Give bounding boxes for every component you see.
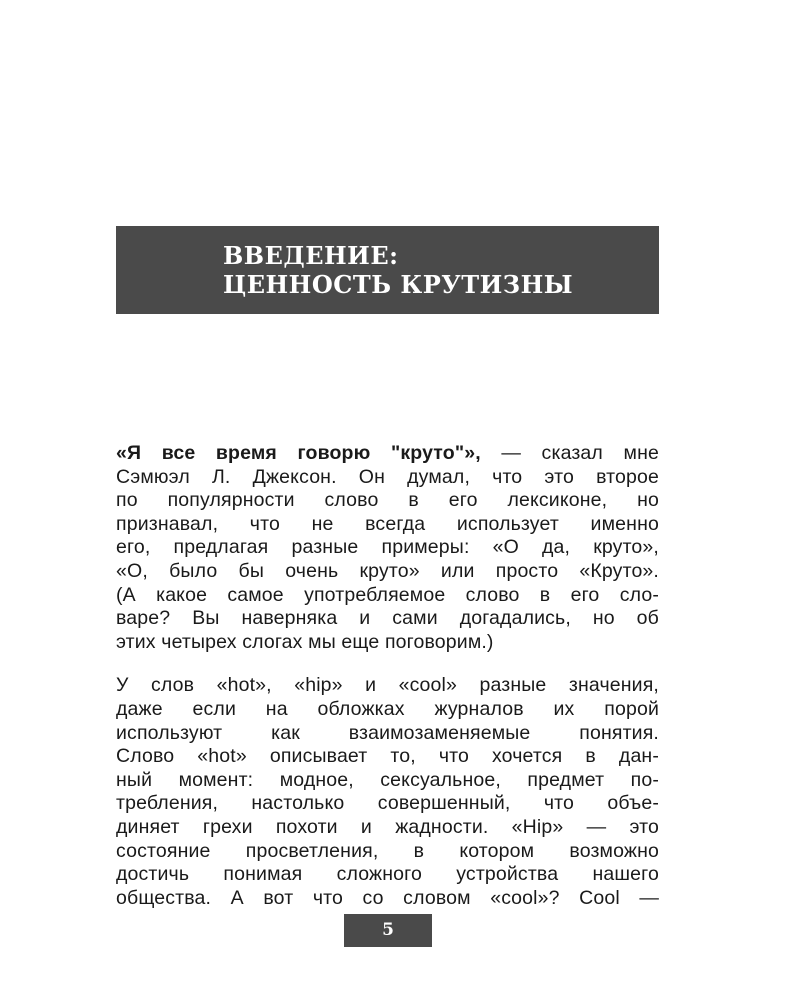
text-line: используют как взаимозаменяемые понятия. (116, 721, 659, 744)
text-line: состояние просветления, в котором возможно (116, 839, 659, 862)
page-number: 5 (344, 914, 432, 947)
text-line: Слово «hot» описывает то, что хочется в дан- (116, 745, 659, 768)
paragraph-2 (116, 674, 659, 910)
text-line (116, 442, 659, 466)
text-line-segment: — сказал мне (480, 442, 659, 464)
text-line: достичь понимая сложного устройства нашего (116, 863, 659, 886)
text-line: его, предлагая разные примеры: «О да, круто», (116, 536, 659, 559)
text-line: (А какое самое употребляемое слово в его сло- (116, 583, 659, 606)
paragraph-1 (116, 442, 659, 654)
text-line: признавал, что не всегда использует именно (116, 512, 659, 535)
chapter-title-banner (116, 226, 659, 314)
text-line: этих четырех слогах мы еще поговорим.) (116, 630, 494, 653)
text-line: ный момент: модное, сексуальное, предмет по- (116, 768, 659, 791)
chapter-title-line-2: ЦЕННОСТЬ КРУТИЗНЫ (223, 270, 574, 299)
lead-quote: «Я все время говорю "круто"», (116, 442, 481, 464)
body-text (116, 442, 659, 910)
text-line: У слов «hot», «hip» и «cool» разные значения, (116, 674, 659, 697)
text-line: диняет грехи похоти и жадности. «Hip» — это (116, 815, 659, 838)
text-line: требления, настолько совершенный, что объе- (116, 792, 659, 815)
chapter-title-line-1: ВВЕДЕНИЕ: (223, 241, 399, 270)
text-line: даже если на обложках журналов их порой (116, 697, 659, 720)
text-line: «О, было бы очень круто» или просто «Круто». (116, 559, 659, 582)
text-line: варе? Вы наверняка и сами догадались, но об (116, 607, 659, 630)
text-line: по популярности слово в его лексиконе, но (116, 489, 659, 512)
text-line: общества. А вот что со словом «cool»? Cool — (116, 886, 659, 909)
text-line: Сэмюэл Л. Джексон. Он думал, что это второе (116, 465, 659, 488)
